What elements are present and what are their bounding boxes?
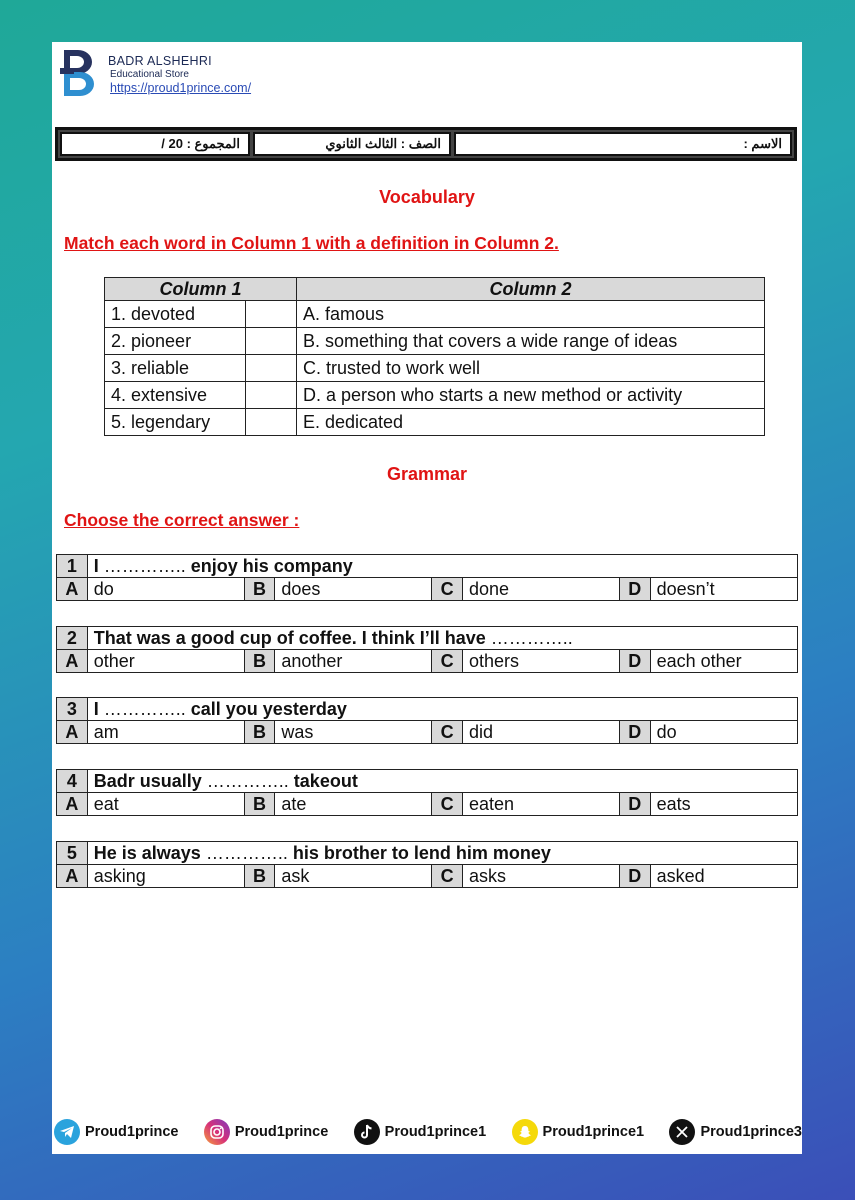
option-letter-d: D — [619, 578, 650, 601]
social-handle: Proud1prince3 — [700, 1124, 802, 1140]
question-number: 5 — [57, 842, 88, 865]
vocab-word: 1. devoted — [105, 301, 246, 328]
question-number: 2 — [57, 627, 88, 650]
student-info-bar — [55, 127, 797, 161]
vocab-definition: B. something that covers a wide range of ideas — [297, 328, 765, 355]
total-score-field[interactable]: المجموع : 20 / — [60, 132, 250, 156]
vocab-definition: E. dedicated — [297, 409, 765, 436]
option-letter-d: D — [619, 865, 650, 888]
option-letter-c: C — [432, 650, 463, 673]
option-d[interactable]: each other — [650, 650, 797, 673]
option-c[interactable]: others — [462, 650, 619, 673]
vocab-word: 3. reliable — [105, 355, 246, 382]
tiktok-icon — [354, 1119, 380, 1145]
question-table-4 — [56, 769, 798, 816]
option-b[interactable]: another — [275, 650, 432, 673]
option-letter-d: D — [619, 650, 650, 673]
vocab-word: 5. legendary — [105, 409, 246, 436]
option-b[interactable]: was — [275, 721, 432, 744]
question-stem: I ………….. enjoy his company — [87, 555, 797, 578]
option-a[interactable]: do — [87, 578, 244, 601]
student-name-field[interactable]: الاسم : — [454, 132, 792, 156]
option-a[interactable]: other — [87, 650, 244, 673]
option-letter-a: A — [57, 721, 88, 744]
grammar-heading: Grammar — [386, 464, 468, 484]
social-tiktok[interactable] — [354, 1119, 487, 1145]
option-letter-b: B — [244, 578, 275, 601]
answer-blank[interactable] — [246, 301, 297, 328]
question-number: 1 — [57, 555, 88, 578]
x-icon — [669, 1119, 695, 1145]
option-letter-c: C — [432, 793, 463, 816]
question-stem: That was a good cup of coffee. I think I’ll have ………….. — [87, 627, 797, 650]
grammar-instruction: Choose the correct answer : — [64, 510, 300, 530]
vocabulary-heading: Vocabulary — [379, 187, 475, 207]
option-letter-a: A — [57, 650, 88, 673]
option-letter-a: A — [57, 793, 88, 816]
vocab-row — [105, 301, 765, 328]
option-a[interactable]: eat — [87, 793, 244, 816]
vocab-row — [105, 355, 765, 382]
telegram-icon — [54, 1119, 80, 1145]
option-letter-b: B — [244, 865, 275, 888]
option-b[interactable]: ask — [275, 865, 432, 888]
brand-subtitle: Educational Store — [110, 69, 189, 80]
question-stem: Badr usually ………….. takeout — [87, 770, 797, 793]
instagram-icon — [204, 1119, 230, 1145]
option-d[interactable]: asked — [650, 865, 797, 888]
vocab-word: 4. extensive — [105, 382, 246, 409]
question-table-1 — [56, 554, 798, 601]
option-d[interactable]: eats — [650, 793, 797, 816]
option-letter-d: D — [619, 721, 650, 744]
column-1-header: Column 1 — [105, 278, 297, 301]
question-table-3 — [56, 697, 798, 744]
social-handle: Proud1prince1 — [384, 1124, 487, 1140]
option-letter-c: C — [432, 865, 463, 888]
vocabulary-match-table — [104, 277, 765, 436]
grade-field: الصف : الثالث الثانوي — [253, 132, 451, 156]
option-letter-a: A — [57, 865, 88, 888]
option-a[interactable]: asking — [87, 865, 244, 888]
social-snapchat[interactable] — [512, 1119, 645, 1145]
social-handle: Proud1prince — [85, 1124, 179, 1140]
worksheet-page — [52, 42, 802, 1154]
social-telegram[interactable] — [54, 1119, 178, 1145]
option-a[interactable]: am — [87, 721, 244, 744]
answer-blank[interactable] — [246, 409, 297, 436]
vocab-definition: A. famous — [297, 301, 765, 328]
vocab-row — [105, 328, 765, 355]
answer-blank[interactable] — [246, 382, 297, 409]
question-table-2 — [56, 626, 798, 673]
answer-blank[interactable] — [246, 328, 297, 355]
option-d[interactable]: doesn’t — [650, 578, 797, 601]
answer-blank[interactable] — [246, 355, 297, 382]
option-letter-c: C — [432, 578, 463, 601]
question-number: 4 — [57, 770, 88, 793]
option-c[interactable]: eaten — [462, 793, 619, 816]
option-letter-d: D — [619, 793, 650, 816]
social-x[interactable] — [669, 1119, 802, 1145]
question-stem: He is always ………….. his brother to lend him money — [87, 842, 797, 865]
vocab-word: 2. pioneer — [105, 328, 246, 355]
option-letter-a: A — [57, 578, 88, 601]
brand-block — [108, 54, 251, 95]
option-d[interactable]: do — [650, 721, 797, 744]
social-footer — [54, 1117, 802, 1147]
vocab-row — [105, 409, 765, 436]
vocab-definition: D. a person who starts a new method or activity — [297, 382, 765, 409]
social-instagram[interactable] — [204, 1119, 328, 1145]
social-handle: Proud1prince1 — [542, 1124, 645, 1140]
option-c[interactable]: done — [462, 578, 619, 601]
option-letter-b: B — [244, 650, 275, 673]
option-b[interactable]: ate — [275, 793, 432, 816]
question-stem: I ………….. call you yesterday — [87, 698, 797, 721]
vocabulary-instruction: Match each word in Column 1 with a definition in Column 2. — [64, 233, 559, 253]
option-letter-c: C — [432, 721, 463, 744]
option-letter-b: B — [244, 721, 275, 744]
vocab-definition: C. trusted to work well — [297, 355, 765, 382]
vocab-row — [105, 382, 765, 409]
brand-url-link[interactable]: https://proud1prince.com/ — [110, 81, 252, 95]
question-number: 3 — [57, 698, 88, 721]
question-table-5 — [56, 841, 798, 888]
brand-name: BADR ALSHEHRI — [108, 54, 212, 68]
option-c[interactable]: did — [462, 721, 619, 744]
column-2-header: Column 2 — [297, 278, 765, 301]
option-letter-b: B — [244, 793, 275, 816]
snapchat-icon — [512, 1119, 538, 1145]
option-b[interactable]: does — [275, 578, 432, 601]
brand-logo-icon — [60, 48, 100, 98]
social-handle: Proud1prince — [234, 1124, 329, 1140]
option-c[interactable]: asks — [462, 865, 619, 888]
